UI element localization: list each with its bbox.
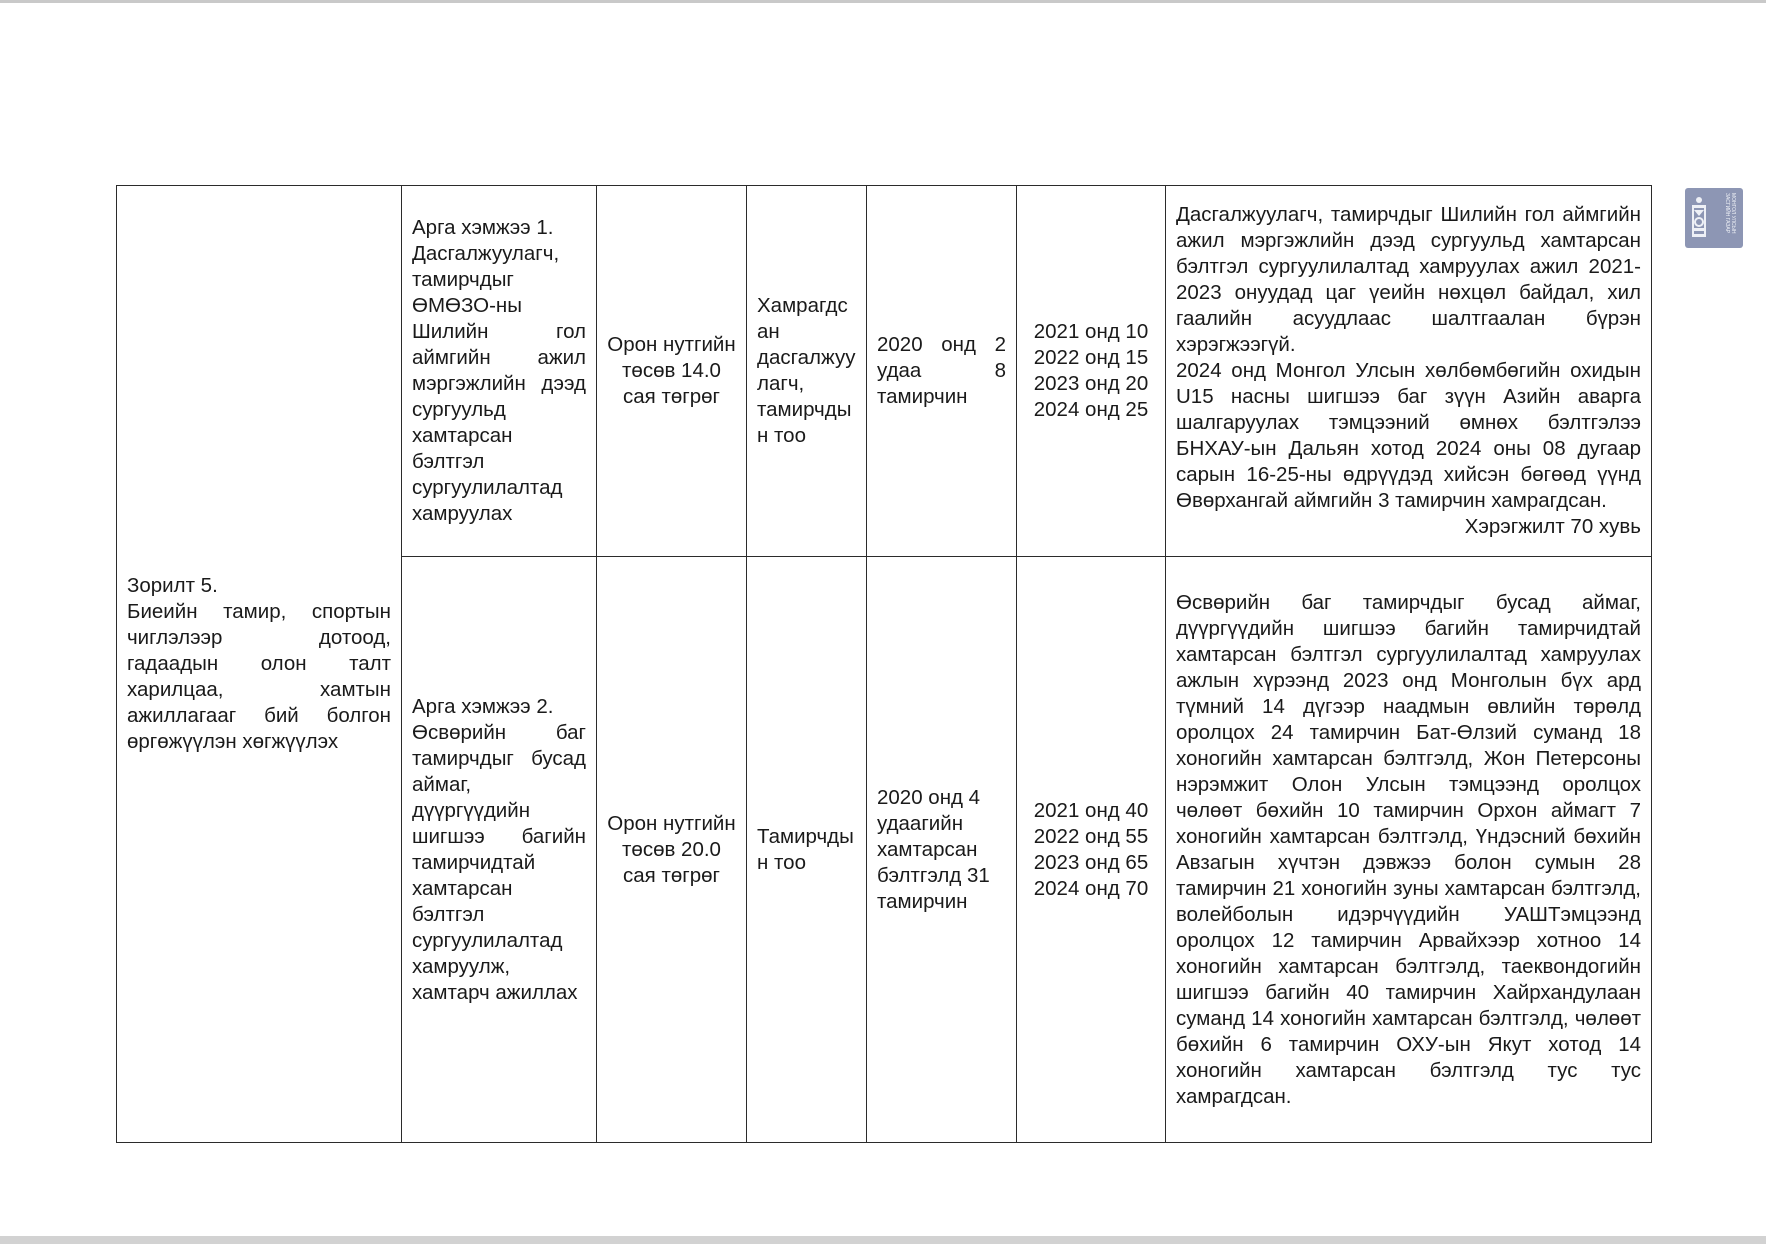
measure-title: Арга хэмжээ 2. [412, 694, 554, 718]
target-2021: 2021 онд 10 [1033, 320, 1149, 343]
target-2022: 2022 онд 15 [1033, 346, 1149, 369]
budget-cell: Орон нутгийн төсөв 20.0 сая төгрөг [597, 557, 747, 1143]
target-2022: 2022 онд 55 [1033, 824, 1149, 848]
result-cell: Өсвөрийн баг тамирчдыг бусад аймаг, дүүргүүдийн шигшээ багийн тамирчидтай хамтарсан бэлтгэл сургуулилалтад хамруулах ажлын хүрээнд 2023 онд Монголын бүх ард түмний 14 дүгээр наадмын өвлийн төрөлд оролцох 24 тамирчин Бат-Өлзий суманд 18 хоногийн хамтарсан бэлтгэлд, Жон Петерсоны нэрэмжит Олон Улсын тэмцээнд оролцох чөлөөт бөхийн 10 тамирчин Орхон аймагт 7 хоногийн хамтарсан бэлтгэлд, Үндэсний бөхийн Авзагын хүчтэн дэвжээ болон сумын 28 тамирчин 21 хоногийн зуны хамтарсан бэлтгэлд, волейболын идэрчүүдийн УАШТэмцээнд оролцох 12 тамирчин Арвайхээр хотноо 14 хоногийн хамтарсан бэлтгэлд, таеквондогийн шигшээ багийн 40 тамирчин Хайрхандулаан суманд 14 хоногийн хамтарсан бэлтгэлд, чөлөөт бөхийн 6 тамирчин ОХУ-ын Якут хотод 14 хоногийн хамтарсан бэлтгэлд тус тус хамрагдсан. [1166, 557, 1652, 1143]
soyombo-emblem-icon [1691, 195, 1707, 241]
measure-title: Арга хэмжээ 1. [412, 216, 554, 239]
indicator-cell: Тамирчдын тоо [747, 557, 867, 1143]
baseline-cell: 2020 онд 4 удаагийн хамтарсан бэлтгэлд 31 тамирчин [867, 557, 1017, 1143]
target-2024: 2024 онд 70 [1033, 876, 1149, 900]
measure-cell [402, 557, 597, 1143]
result-text-2024: 2024 онд Монгол Улсын хөлбөмбөгийн охидын U15 насны шигшээ баг зүүн Азийн аварга шалгаруулах тэмцээний өмнөх бэлтгэлээ БНХАУ-ын Дальян хотод 2024 оны 08 дугаар сарын 16-25-ны өдрүүдэд хийсэн бөгөөд үүнд Өвөрхангай аймгийн 3 тамирчин хамрагдсан. [1176, 359, 1641, 512]
goal-text: Биеийн тамир, спортын чиглэлээр дотоод, гадаадын олон талт харилцаа, хамтын ажиллагааг бий болгон өргөжүүлэн хөгжүүлэх [127, 600, 391, 753]
target-2023: 2023 онд 65 [1033, 850, 1149, 874]
measure-text: Өсвөрийн баг тамирчдыг бусад аймаг, дүүргүүдийн шигшээ багийн тамирчидтай хамтарсан бэлтгэл сургуулилалтад хамруулж, хамтарч ажиллах [412, 720, 586, 1004]
target-2023: 2023 онд 20 [1033, 372, 1149, 395]
goal-cell [117, 186, 402, 1143]
target-2024: 2024 онд 25 [1033, 398, 1149, 421]
baseline-cell: 2020 онд 2 удаа 8 тамирчин [867, 186, 1017, 557]
targets-cell [1017, 186, 1166, 557]
target-2021: 2021 онд 40 [1033, 798, 1149, 822]
measure-text: Дасгалжуулагч, тамирчдыг ӨМӨЗО-ны Шилийн гол аймгийн ажил мэргэжлийн дээд сургуульд хамтарсан бэлтгэл сургуулилалтад хамруулах [412, 242, 586, 525]
stamp-label: МОНГОЛ УЛСЫН ЗАСГИЙН ГАЗАР [1724, 193, 1736, 234]
indicator-cell: Хамрагдсан дасгалжуулагч, тамирчдын тоо [747, 186, 867, 557]
measure-cell [402, 186, 597, 557]
table-row [117, 186, 1652, 557]
action-plan-table [116, 185, 1652, 1143]
goal-title: Зорилт 5. [127, 574, 218, 597]
result-cell [1166, 186, 1652, 557]
page-bottom-edge [0, 1236, 1766, 1244]
targets-cell [1017, 557, 1166, 1143]
result-text: Дасгалжуулагч, тамирчдыг Шилийн гол аймгийн ажил мэргэжлийн дээд сургуульд хамтарсан бэлтгэл сургуулилалтад хамруулах ажил 2021-2023 онуудад цаг үеийн нөхцөл байдал, хил гаалийн асуудлаас шалтгаалан бүрэн хэрэгжээгүй. [1176, 203, 1641, 356]
implementation-status: Хэрэгжилт 70 хувь [1464, 515, 1641, 538]
page-top-edge [0, 0, 1766, 3]
budget-cell: Орон нутгийн төсөв 14.0 сая төгрөг [597, 186, 747, 557]
